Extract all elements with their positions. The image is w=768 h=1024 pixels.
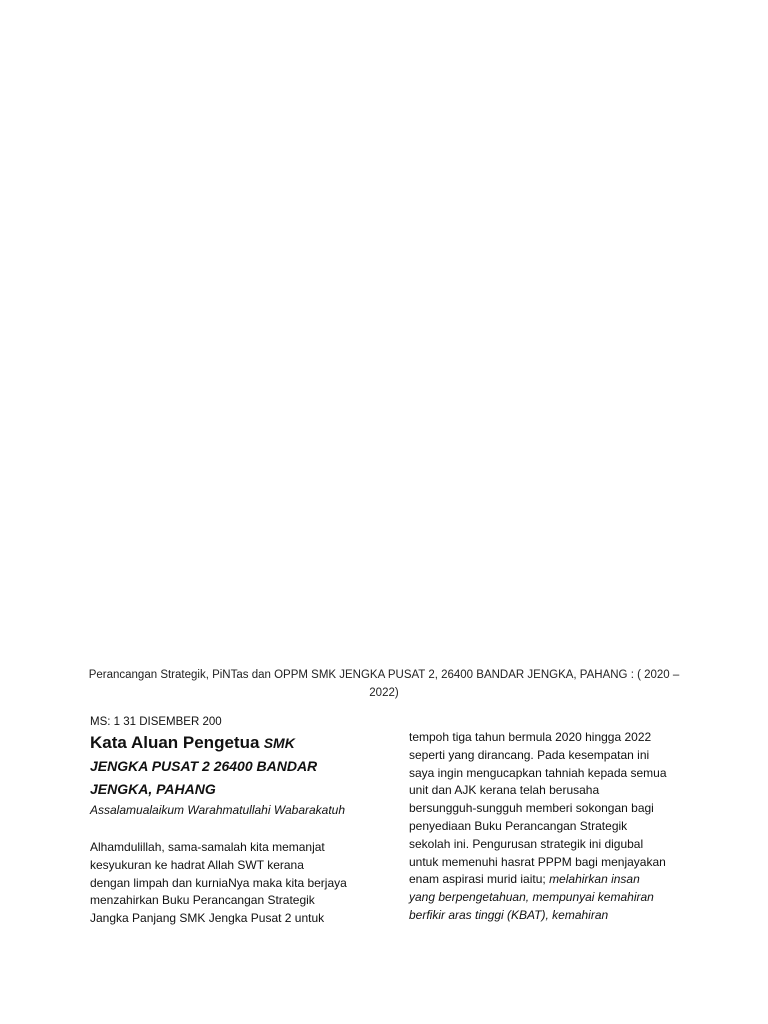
header-text: Perancangan Strategik, PiNTas dan OPPM SMK JENGKA PUSAT 2, 26400 BANDAR JENGKA, PAHANG : ( 2020 – 2022): [88, 669, 680, 699]
text-italic: yang berpengetahuan, mempunyai kemahiran: [409, 890, 654, 905]
text-line: menzahirkan Buku Perancangan Strategik: [90, 893, 315, 908]
text-line: seperti yang dirancang. Pada kesempatan ini: [409, 747, 650, 762]
greeting: Assalamualaikum Warahmatullahi Wabarakatuh: [90, 803, 346, 817]
title-school-3: JENGKA, PAHANG: [90, 781, 216, 797]
left-column: [90, 714, 380, 928]
text-italic: melahirkan insan: [549, 872, 640, 887]
right-column: [409, 729, 699, 925]
page-header: [80, 666, 688, 702]
text-line: penyediaan Buku Perancangan Strategik: [409, 818, 628, 833]
text-line: tempoh tiga tahun bermula 2020 hingga 2022: [409, 730, 652, 744]
title-main: Kata Aluan Pengetua: [90, 733, 260, 752]
text-line: Alhamdulillah, sama-samalah kita memanjat: [90, 840, 325, 854]
text-line: enam aspirasi murid iaitu;: [409, 872, 550, 887]
text-line: dengan limpah dan kurniaNya maka kita berjaya: [90, 875, 347, 890]
text-line: untuk memenuhi hasrat PPPM bagi menjayakan: [409, 854, 666, 869]
right-paragraph: [409, 729, 699, 925]
text-line: bersungguh-sungguh memberi sokongan bagi: [409, 801, 654, 816]
text-italic: berfikir aras tinggi (KBAT), kemahiran: [409, 907, 609, 922]
text-line: saya ingin mengucapkan tahniah kepada semua: [409, 765, 667, 780]
text-line: kesyukuran ke hadrat Allah SWT kerana: [90, 857, 304, 872]
title-school-1: SMK: [263, 735, 295, 751]
text-line: Jangka Panjang SMK Jengka Pusat 2 untuk: [90, 911, 325, 926]
title-school-2: JENGKA PUSAT 2 26400 BANDAR: [90, 758, 318, 774]
ms-line: MS: 1 31 DISEMBER 200: [90, 716, 222, 728]
page-title: [90, 732, 380, 801]
left-paragraph: [90, 839, 380, 928]
text-line: unit dan AJK kerana telah berusaha: [409, 783, 600, 798]
text-line: sekolah ini. Pengurusan strategik ini digubal: [409, 836, 644, 851]
